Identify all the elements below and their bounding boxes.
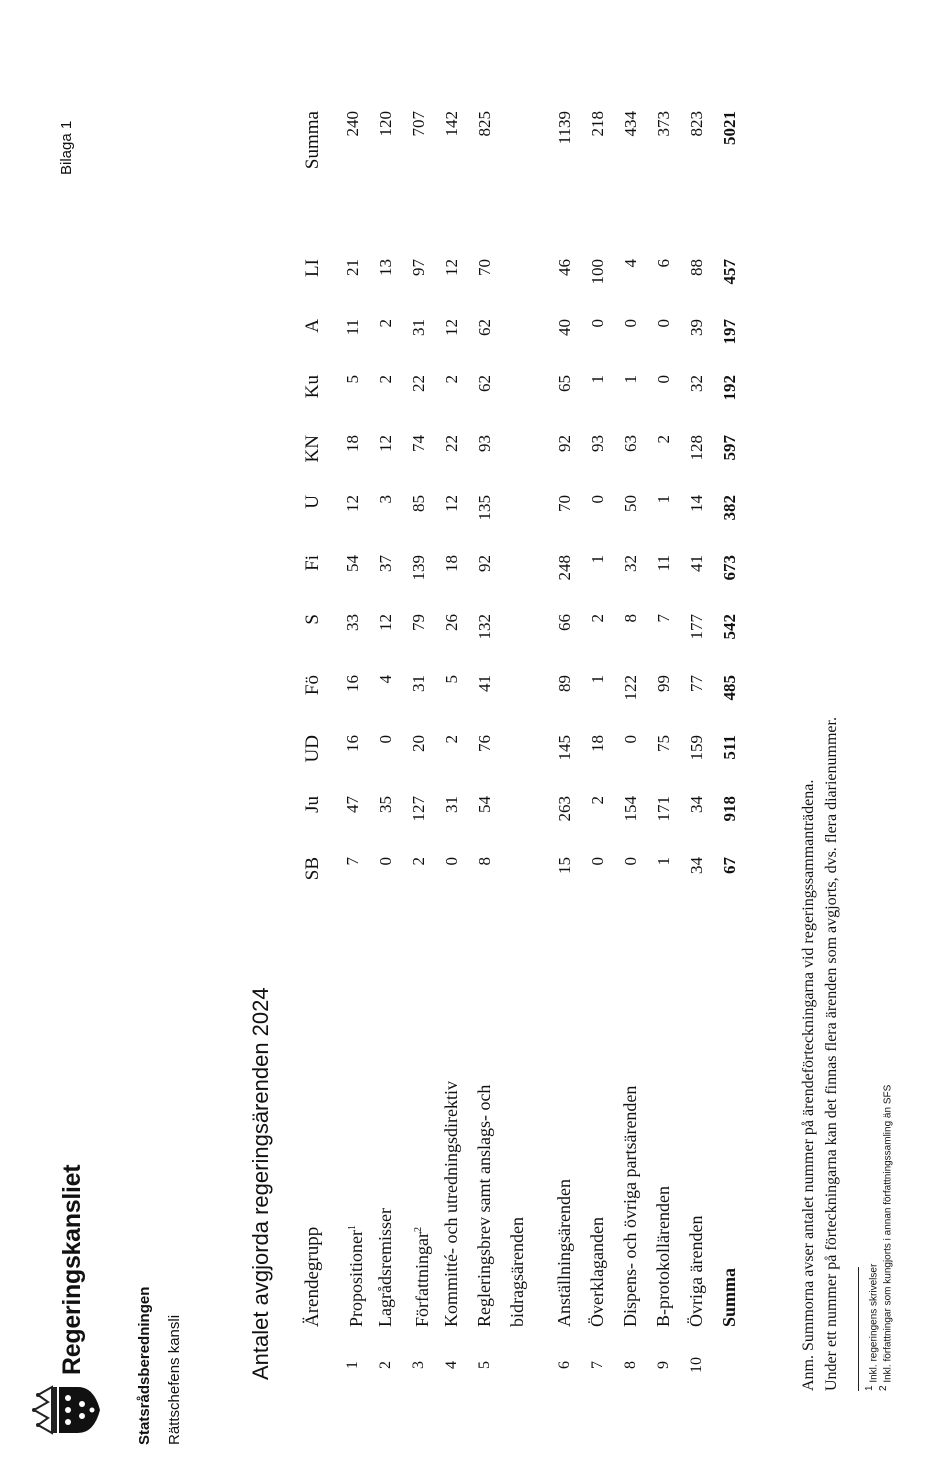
table-cell: 54: [475, 796, 494, 813]
row-label: [402, 1007, 439, 1327]
table-cell: 47: [343, 796, 362, 813]
table-cell: 2: [376, 375, 395, 384]
total-cell: 197: [720, 319, 739, 345]
row-label: [548, 1007, 581, 1327]
table-cell: 15: [555, 857, 574, 874]
table-cell: 0: [376, 857, 395, 866]
table-cell: 41: [687, 555, 706, 572]
table-cell: 11: [343, 319, 362, 336]
table-cell: 92: [475, 555, 494, 572]
column-header-s: S: [302, 614, 323, 625]
row-number: 4: [443, 1361, 460, 1369]
table-cell: 0: [621, 319, 640, 328]
brand-name: Regeringskansliet: [58, 1164, 86, 1375]
footnote-divider: [858, 1267, 859, 1391]
table-cell: 70: [555, 495, 574, 512]
table-cell: 0: [621, 735, 640, 744]
total-cell: 67: [720, 857, 739, 874]
table-cell: 127: [409, 796, 428, 822]
table-cell: 4: [621, 259, 640, 268]
row-label: [614, 1007, 647, 1327]
table-cell: 93: [475, 435, 494, 452]
total-cell: 382: [720, 495, 739, 521]
table-cell: 93: [588, 435, 607, 452]
row-number: 8: [622, 1361, 639, 1369]
footnote-marker: 2: [413, 1227, 424, 1233]
footnote-2: $^2$ Inkl. författningar som kungjorts i annan författningssamling än SFS: [878, 1084, 894, 1391]
table-cell: 32: [621, 555, 640, 572]
table-cell: 31: [409, 675, 428, 692]
footnote-1: $^1$ Inkl. regeringens skrivelser: [864, 1263, 880, 1391]
table-cell: 2: [588, 796, 607, 805]
table-cell: 3: [376, 495, 395, 504]
column-header-fi: Fi: [302, 555, 323, 571]
total-cell: 597: [720, 435, 739, 461]
table-cell: 8: [475, 857, 494, 866]
table-cell: 4: [376, 675, 395, 684]
table-cell: 75: [654, 735, 673, 752]
table-cell: 0: [442, 857, 461, 866]
row-label-line: Kommitté- och utredningsdirektiv: [441, 1081, 461, 1327]
table-cell: 99: [654, 675, 673, 692]
column-header-a: A: [302, 319, 323, 333]
table-cell: 2: [654, 435, 673, 444]
table-cell: 46: [555, 259, 574, 276]
table-cell: 97: [409, 259, 428, 276]
table-cell: 22: [409, 375, 428, 392]
table-cell: 2: [376, 319, 395, 328]
table-cell: 1: [621, 375, 640, 384]
table-cell: 2: [409, 857, 428, 866]
table-cell: 154: [621, 796, 640, 822]
table-cell: 31: [409, 319, 428, 336]
total-cell: 511: [720, 735, 739, 760]
table-cell: 1139: [555, 111, 574, 145]
table-cell: 41: [475, 675, 494, 692]
table-cell: 132: [475, 614, 494, 640]
row-number: 6: [556, 1361, 573, 1369]
table-cell: 263: [555, 796, 574, 822]
table-cell: 16: [343, 675, 362, 692]
office-name: Rättschefens kansli: [166, 1314, 183, 1445]
table-cell: 12: [376, 435, 395, 452]
row-label: [468, 1007, 534, 1327]
table-cell: 40: [555, 319, 574, 336]
table-cell: 0: [621, 857, 640, 866]
row-label-line: B-protokollärenden: [653, 1186, 673, 1327]
table-cell: 5: [343, 375, 362, 384]
column-header-kn: KN: [302, 435, 323, 463]
table-cell: 89: [555, 675, 574, 692]
table-cell: 34: [687, 796, 706, 813]
table-cell: 218: [588, 111, 607, 137]
table-cell: 85: [409, 495, 428, 512]
table-cell: 100: [588, 259, 607, 285]
table-cell: 825: [475, 111, 494, 137]
table-cell: 128: [687, 435, 706, 461]
crown-logo-icon: [30, 1375, 102, 1445]
table-cell: 7: [654, 614, 673, 623]
table-cell: 823: [687, 111, 706, 137]
table-cell: 35: [376, 796, 395, 813]
table-cell: 2: [442, 375, 461, 384]
row-number: 2: [377, 1361, 394, 1369]
table-cell: 1: [588, 555, 607, 564]
note-line-1: Anm. Summorna avser antalet nummer på ärendeförteckningarna vid regeringssammanträdena.: [800, 779, 817, 1391]
row-number: 10: [688, 1357, 705, 1373]
table-cell: 5: [442, 675, 461, 684]
row-label: [369, 1007, 402, 1327]
table-cell: 88: [687, 259, 706, 276]
table-cell: 120: [376, 111, 395, 137]
department-name: Statsrådsberedningen: [136, 1286, 153, 1445]
table-cell: 70: [475, 259, 494, 276]
table-cell: 171: [654, 796, 673, 822]
table-cell: 12: [376, 614, 395, 631]
table-cell: 373: [654, 111, 673, 137]
column-header-ud: UD: [302, 735, 323, 763]
table-cell: 0: [654, 375, 673, 384]
table-cell: 1: [588, 675, 607, 684]
table-cell: 122: [621, 675, 640, 701]
row-label: [581, 1007, 614, 1327]
table-cell: 31: [442, 796, 461, 813]
row-label-line: Dispens- och övriga partsärenden: [620, 1085, 640, 1327]
table-cell: 92: [555, 435, 574, 452]
row-label-line: Författningar: [412, 1232, 432, 1327]
column-header-summa: Summa: [302, 111, 323, 170]
table-cell: 0: [588, 857, 607, 866]
table-cell: 12: [442, 495, 461, 512]
table-cell: 1: [654, 857, 673, 866]
row-label-line: Överklaganden: [587, 1217, 607, 1327]
document-title: Antalet avgjorda regeringsärenden 2024: [248, 987, 273, 1380]
total-cell: 192: [720, 375, 739, 401]
table-cell: 66: [555, 614, 574, 631]
table-cell: 0: [376, 735, 395, 744]
table-cell: 145: [555, 735, 574, 761]
table-cell: 1: [588, 375, 607, 384]
table-cell: 14: [687, 495, 706, 512]
table-cell: 50: [621, 495, 640, 512]
row-label: [435, 1007, 468, 1327]
table-cell: 11: [654, 555, 673, 572]
row-label-line: Regleringsbrev samt anslags- och: [474, 1084, 494, 1327]
row-number: 3: [410, 1361, 427, 1369]
total-cell: 673: [720, 555, 739, 581]
table-cell: 2: [588, 614, 607, 623]
row-label-line: Anställningsärenden: [554, 1179, 574, 1327]
table-cell: 6: [654, 259, 673, 268]
table-cell: 74: [409, 435, 428, 452]
table-cell: 39: [687, 319, 706, 336]
total-cell: 457: [720, 259, 739, 285]
total-cell: 485: [720, 675, 739, 701]
total-label: Summa: [719, 1267, 739, 1327]
table-cell: 135: [475, 495, 494, 521]
row-label: [336, 1007, 373, 1327]
table-cell: 62: [475, 319, 494, 336]
table-cell: 0: [654, 319, 673, 328]
table-cell: 32: [687, 375, 706, 392]
row-label: [647, 1007, 680, 1327]
table-cell: 76: [475, 735, 494, 752]
table-cell: 54: [343, 555, 362, 572]
total-cell: 5021: [720, 111, 739, 145]
table-cell: 16: [343, 735, 362, 752]
table-cell: 177: [687, 614, 706, 640]
table-cell: 63: [621, 435, 640, 452]
table-cell: 248: [555, 555, 574, 581]
table-cell: 20: [409, 735, 428, 752]
attachment-label: Bilaga 1: [58, 120, 75, 175]
column-header-group: Ärendegrupp: [302, 1226, 323, 1327]
row-number: 9: [655, 1361, 672, 1369]
table-cell: 142: [442, 111, 461, 137]
table-cell: 8: [621, 614, 640, 623]
note-line-2: Under ett nummer på förteckningarna kan det finnas flera ärenden som avgjorts, dvs. flera diarienummer.: [823, 717, 840, 1391]
table-cell: 37: [376, 555, 395, 572]
column-header-sb: SB: [302, 857, 323, 881]
table-cell: 139: [409, 555, 428, 581]
table-cell: 33: [343, 614, 362, 631]
table-cell: 18: [343, 435, 362, 452]
table-cell: 159: [687, 735, 706, 761]
table-cell: 62: [475, 375, 494, 392]
column-header-ku: Ku: [302, 375, 323, 399]
row-number: 1: [344, 1361, 361, 1369]
table-cell: 1: [654, 495, 673, 504]
table-cell: 0: [588, 495, 607, 504]
row-label-line: Lagrådsremisser: [375, 1208, 395, 1327]
table-cell: 34: [687, 857, 706, 874]
table-cell: 65: [555, 375, 574, 392]
row-label: [680, 1007, 713, 1327]
table-cell: 707: [409, 111, 428, 137]
column-header-li: LI: [302, 259, 323, 277]
table-cell: 26: [442, 614, 461, 631]
table-cell: 240: [343, 111, 362, 137]
table-cell: 12: [442, 259, 461, 276]
table-cell: 18: [442, 555, 461, 572]
table-cell: 12: [343, 495, 362, 512]
column-header-fö: Fö: [302, 675, 323, 696]
row-label-line: Propositioner: [346, 1230, 366, 1327]
total-cell: 918: [720, 796, 739, 822]
table-cell: 13: [376, 259, 395, 276]
table-cell: 12: [442, 319, 461, 336]
total-cell: 542: [720, 614, 739, 640]
table-cell: 7: [343, 857, 362, 866]
column-header-u: U: [302, 495, 323, 509]
table-cell: 79: [409, 614, 428, 631]
footnote-marker: 1: [347, 1225, 358, 1230]
column-header-ju: Ju: [302, 796, 323, 813]
table-cell: 77: [687, 675, 706, 692]
row-label-line: bidragsärenden: [507, 1217, 527, 1327]
table-cell: 18: [588, 735, 607, 752]
table-cell: 2: [442, 735, 461, 744]
table-cell: 22: [442, 435, 461, 452]
row-label-line: Övriga ärenden: [686, 1215, 706, 1327]
row-number: 7: [589, 1361, 606, 1369]
row-number: 5: [476, 1361, 493, 1369]
table-cell: 434: [621, 111, 640, 137]
table-cell: 21: [343, 259, 362, 276]
table-cell: 0: [588, 319, 607, 328]
